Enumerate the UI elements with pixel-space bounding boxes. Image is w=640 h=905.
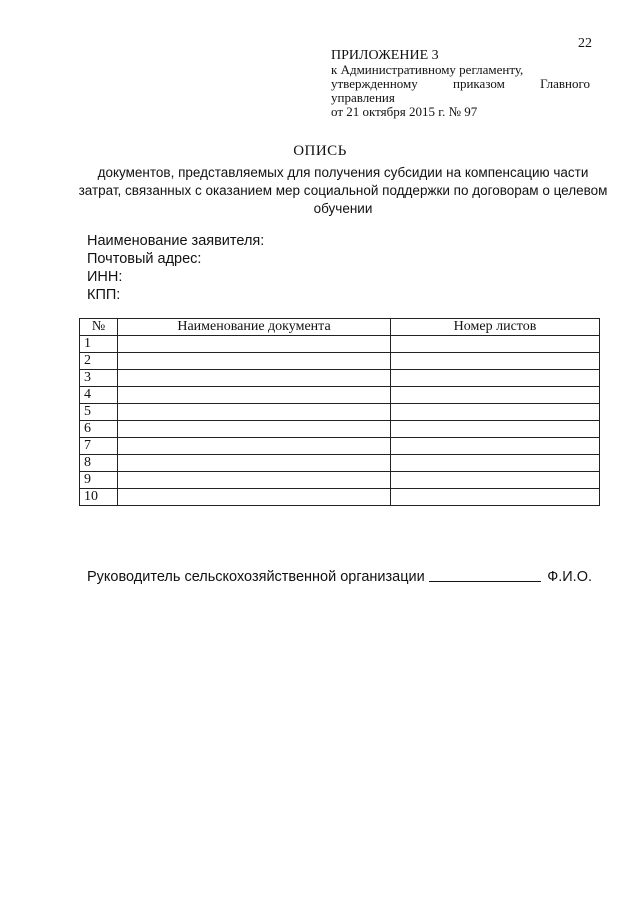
signature-line — [429, 567, 541, 582]
signature-label: Руководитель сельскохозяйственной организации — [87, 569, 425, 585]
sheet-count-cell — [391, 489, 600, 506]
appendix-line-3: управления — [331, 90, 395, 105]
document-name-cell — [118, 421, 391, 438]
sheet-count-cell — [391, 336, 600, 353]
table-row — [80, 387, 600, 404]
sheet-count-cell — [391, 404, 600, 421]
document-name-cell — [118, 438, 391, 455]
document-title: ОПИСЬ — [293, 143, 347, 159]
row-number: 4 — [80, 387, 118, 404]
sheet-count-cell — [391, 387, 600, 404]
table-header-row — [80, 319, 600, 336]
table-row — [80, 404, 600, 421]
row-number: 6 — [80, 421, 118, 438]
table-row — [80, 472, 600, 489]
table-row — [80, 438, 600, 455]
applicant-fields — [87, 232, 264, 304]
appendix-line-2: утвержденному приказом Главного — [331, 76, 590, 91]
row-number: 7 — [80, 438, 118, 455]
sheet-count-cell — [391, 353, 600, 370]
fio-label: Ф.И.О. — [547, 569, 592, 585]
signature-block — [87, 567, 592, 585]
table-row — [80, 489, 600, 506]
table-row — [80, 455, 600, 472]
document-name-cell — [118, 489, 391, 506]
appendix-block — [331, 49, 590, 119]
appendix-line-4: от 21 октября 2015 г. № 97 — [331, 104, 478, 119]
document-name-cell — [118, 455, 391, 472]
kpp-label: КПП: — [87, 287, 121, 303]
document-name-cell — [118, 404, 391, 421]
sheet-count-cell — [391, 472, 600, 489]
row-number: 1 — [80, 336, 118, 353]
document-name-cell — [118, 336, 391, 353]
row-number: 8 — [80, 455, 118, 472]
inn-label: ИНН: — [87, 269, 123, 285]
row-number: 9 — [80, 472, 118, 489]
header-sheet-count: Номер листов — [391, 319, 600, 336]
document-name-cell — [118, 353, 391, 370]
documents-table — [79, 318, 600, 506]
postal-address-label: Почтовый адрес: — [87, 251, 202, 267]
page-number: 22 — [578, 36, 592, 51]
document-name-cell — [118, 387, 391, 404]
header-document-name: Наименование документа — [118, 319, 391, 336]
row-number: 10 — [80, 489, 118, 506]
row-number: 5 — [80, 404, 118, 421]
table-row — [80, 370, 600, 387]
row-number: 2 — [80, 353, 118, 370]
sheet-count-cell — [391, 438, 600, 455]
table-row — [80, 421, 600, 438]
table-row — [80, 336, 600, 353]
sheet-count-cell — [391, 370, 600, 387]
sheet-count-cell — [391, 455, 600, 472]
header-number: № — [80, 319, 118, 336]
table-row — [80, 353, 600, 370]
document-subtitle: документов, представляемых для получения субсидии на компенсацию части затрат, связанных с оказанием мер социальной поддержки по договорам о целевом обучении — [78, 165, 608, 216]
sheet-count-cell — [391, 421, 600, 438]
document-name-cell — [118, 472, 391, 489]
document-name-cell — [118, 370, 391, 387]
appendix-line-1: к Административному регламенту, — [331, 62, 524, 77]
row-number: 3 — [80, 370, 118, 387]
appendix-heading: ПРИЛОЖЕНИЕ 3 — [331, 48, 439, 63]
applicant-name-label: Наименование заявителя: — [87, 233, 265, 249]
